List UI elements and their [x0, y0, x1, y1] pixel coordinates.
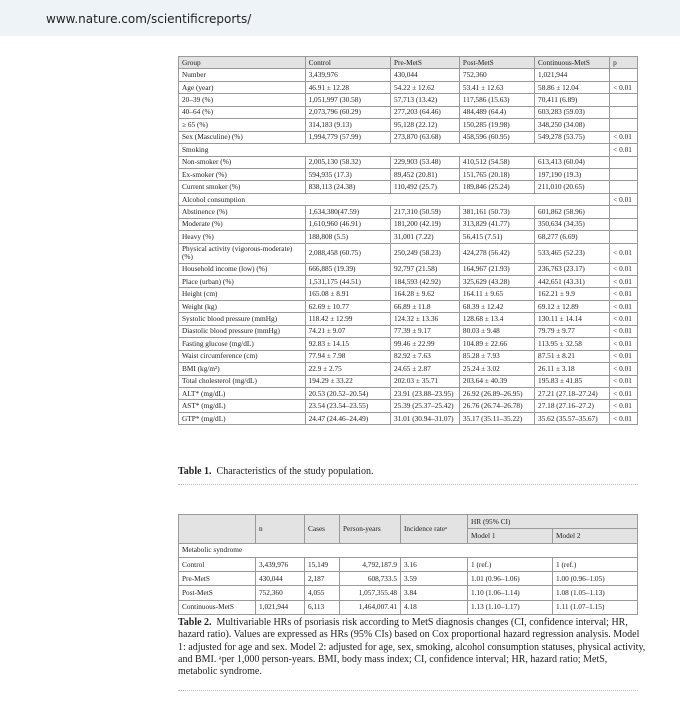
table-cell: 202.03 ± 35.71	[390, 375, 459, 387]
row-label: Pre-MetS	[179, 572, 256, 586]
table-cell: 68,277 (6.69)	[535, 231, 610, 243]
table-row	[179, 168, 638, 180]
table-cell: 4,055	[305, 586, 340, 600]
column-header: Post-MetS	[459, 57, 534, 69]
table-cell	[610, 94, 638, 106]
table-row	[179, 412, 638, 424]
column-header: Incidence rateᵃ	[401, 515, 468, 544]
table-cell: < 0.01	[610, 193, 638, 205]
table-cell: 164,967 (21.93)	[459, 263, 534, 275]
row-label: Sex (Masculine) (%)	[179, 131, 306, 143]
table-cell: < 0.01	[610, 243, 638, 263]
table-cell: 162.21 ± 9.9	[535, 288, 610, 300]
table-cell: 56,415 (7.51)	[459, 231, 534, 243]
table-cell: 15,149	[305, 557, 340, 571]
column-header: Control	[305, 57, 390, 69]
table-cell: < 0.01	[610, 313, 638, 325]
hr-table	[178, 514, 638, 615]
row-label: Diastolic blood pressure (mmHg)	[179, 325, 306, 337]
table-cell: 838,113 (24.38)	[305, 181, 390, 193]
table-cell: 1 (ref.)	[553, 557, 638, 571]
table-cell: 74.21 ± 9.07	[305, 325, 390, 337]
table-cell: 1.10 (1.06–1.14)	[468, 586, 553, 600]
table-cell: 603,283 (59.03)	[535, 106, 610, 118]
table-cell: 89,452 (20.81)	[390, 168, 459, 180]
table-cell: 46.91 ± 12.28	[305, 81, 390, 93]
row-label: Control	[179, 557, 256, 571]
row-label: Non-smoker (%)	[179, 156, 306, 168]
table-cell: < 0.01	[610, 412, 638, 424]
table-cell: < 0.01	[610, 363, 638, 375]
row-label: Waist circumference (cm)	[179, 350, 306, 362]
table-cell: 25.39 (25.37–25.42)	[390, 400, 459, 412]
table-cell: 181,200 (42.19)	[390, 218, 459, 230]
table2-caption-label: Table 2.	[178, 617, 212, 628]
table-cell: 1,021,944	[256, 600, 305, 614]
table-cell: 4,792,187.9	[340, 557, 401, 571]
table-cell: 1,610,960 (46.91)	[305, 218, 390, 230]
table-row	[179, 325, 638, 337]
table-cell: 25.24 ± 3.02	[459, 363, 534, 375]
table1-caption	[178, 466, 373, 477]
table-cell: 54.22 ± 12.62	[390, 81, 459, 93]
table-cell: 2,073,796 (60.29)	[305, 106, 390, 118]
table-cell: 62.69 ± 10.77	[305, 300, 390, 312]
section-label: Metabolic syndrome	[179, 543, 638, 557]
table-cell: 325,629 (43.28)	[459, 276, 534, 288]
table-cell: 69.12 ± 12.89	[535, 300, 610, 312]
table-row	[179, 106, 638, 118]
table-cell: 313,829 (41.77)	[459, 218, 534, 230]
row-label: Abstinence (%)	[179, 206, 306, 218]
table-cell: 66.89 ± 11.8	[390, 300, 459, 312]
table-cell: 1,634,380(47.59)	[305, 206, 390, 218]
table-cell: 2,005,130 (58.32)	[305, 156, 390, 168]
table-cell: 77.94 ± 7.98	[305, 350, 390, 362]
table-cell: 92.83 ± 14.15	[305, 338, 390, 350]
column-header: n	[256, 515, 305, 544]
table-cell: 1.01 (0.96–1.06)	[468, 572, 553, 586]
table-cell: < 0.01	[610, 144, 638, 156]
table-cell: 23.54 (23.54–23.55)	[305, 400, 390, 412]
table-cell: 350,634 (34.35)	[535, 218, 610, 230]
row-label: ≥ 65 (%)	[179, 119, 306, 131]
table-cell: 165.08 ± 8.91	[305, 288, 390, 300]
table-row	[179, 218, 638, 230]
hr-group-header: HR (95% CI)	[468, 515, 638, 529]
table1-caption-label: Table 1.	[178, 466, 212, 477]
table-cell: 608,733.5	[340, 572, 401, 586]
table-row	[179, 243, 638, 263]
row-label: Moderate (%)	[179, 218, 306, 230]
table-cell: 666,885 (19.39)	[305, 263, 390, 275]
table-cell: 484,489 (64.4)	[459, 106, 534, 118]
column-header: Model 1	[468, 529, 553, 543]
row-label: Fasting glucose (mg/dL)	[179, 338, 306, 350]
table-cell: 1.00 (0.96–1.05)	[553, 572, 638, 586]
table-cell: < 0.01	[610, 288, 638, 300]
table-cell: < 0.01	[610, 81, 638, 93]
table-cell: 99.46 ± 22.99	[390, 338, 459, 350]
table-row	[179, 313, 638, 325]
row-label: Place (urban) (%)	[179, 276, 306, 288]
table-cell: 195.83 ± 41.85	[535, 375, 610, 387]
table-cell: 118.42 ± 12.99	[305, 313, 390, 325]
column-header: Pre-MetS	[390, 57, 459, 69]
table-row	[179, 263, 638, 275]
table-row	[179, 156, 638, 168]
table-row	[179, 600, 638, 614]
table-cell: 197,190 (19.3)	[535, 168, 610, 180]
row-label: Age (year)	[179, 81, 306, 93]
table-cell: 70,411 (6.89)	[535, 94, 610, 106]
table-header-row	[179, 515, 638, 529]
table-cell: 35.17 (35.11–35.22)	[459, 412, 534, 424]
characteristics-table	[178, 56, 638, 425]
table-cell: 430,044	[256, 572, 305, 586]
table-row	[179, 543, 638, 557]
row-label: BMI (kg/m²)	[179, 363, 306, 375]
column-header: Group	[179, 57, 306, 69]
table-cell: 24.47 (24.46–24.49)	[305, 412, 390, 424]
column-header: Person-years	[340, 515, 401, 544]
table-cell: 3.16	[401, 557, 468, 571]
table-cell: 1.11 (1.07–1.15)	[553, 600, 638, 614]
table-cell: 77.39 ± 9.17	[390, 325, 459, 337]
table-row	[179, 387, 638, 399]
table1-caption-text: Characteristics of the study population.	[216, 466, 374, 477]
header-bar	[0, 0, 680, 36]
table-cell: 217,310 (50.59)	[390, 206, 459, 218]
table-cell: 1.13 (1.10–1.17)	[468, 600, 553, 614]
table-cell: 151,765 (20.18)	[459, 168, 534, 180]
table-row	[179, 69, 638, 81]
row-label: Height (cm)	[179, 288, 306, 300]
row-label: GTP* (mg/dL)	[179, 412, 306, 424]
table-cell: 203.64 ± 40.39	[459, 375, 534, 387]
table-cell: 189,846 (25.24)	[459, 181, 534, 193]
table-cell: 124.32 ± 13.36	[390, 313, 459, 325]
site-url[interactable]: www.nature.com/scientificreports/	[46, 12, 252, 26]
table-cell: 35.62 (35.57–35.67)	[535, 412, 610, 424]
table-cell: 6,113	[305, 600, 340, 614]
table-cell	[610, 156, 638, 168]
table-cell: 128.68 ± 13.4	[459, 313, 534, 325]
table-cell: 229,903 (53.48)	[390, 156, 459, 168]
table-cell: 130.11 ± 14.14	[535, 313, 610, 325]
divider	[178, 690, 638, 691]
table-cell	[610, 106, 638, 118]
table-cell: 1,021,944	[535, 69, 610, 81]
table-row	[179, 206, 638, 218]
row-label: Number	[179, 69, 306, 81]
table-cell: < 0.01	[610, 131, 638, 143]
table-cell: < 0.01	[610, 338, 638, 350]
table-cell: 594,935 (17.3)	[305, 168, 390, 180]
column-header	[179, 515, 256, 544]
row-label: Physical activity (vigorous-moderate) (%)	[179, 243, 306, 263]
table-cell	[610, 119, 638, 131]
table-cell: 1 (ref.)	[468, 557, 553, 571]
table-cell: < 0.01	[610, 325, 638, 337]
table-cell: 85.28 ± 7.93	[459, 350, 534, 362]
table-cell: < 0.01	[610, 263, 638, 275]
table-cell: 250,249 (58.23)	[390, 243, 459, 263]
table-row	[179, 400, 638, 412]
row-label: ALT* (mg/dL)	[179, 387, 306, 399]
table2-caption-text: Multivariable HRs of psoriasis risk according to MetS diagnosis changes (CI, confidence interval; HR, hazard ratio). Values are expressed as HRs (95% CIs) based on Cox proportional hazard regression analysis. Model 1: adjusted for age and sex. Model 2: adjusted for age, sex, smoking, alcohol consumption statuses, physical activity, and BMI. ᵃper 1,000 person-years. BMI, body mass index; CI, confidence interval; HR, hazard ratio; MetS, metabolic syndrome.	[178, 617, 646, 678]
table-cell: 53.41 ± 12.63	[459, 81, 534, 93]
row-label: Heavy (%)	[179, 231, 306, 243]
row-label: Systolic blood pressure (mmHg)	[179, 313, 306, 325]
table-cell	[610, 231, 638, 243]
column-header: Cases	[305, 515, 340, 544]
table-cell: 117,586 (15.63)	[459, 94, 534, 106]
table-cell: 442,651 (43.31)	[535, 276, 610, 288]
table-cell: < 0.01	[610, 375, 638, 387]
table-cell: 273,870 (63.68)	[390, 131, 459, 143]
table-cell: 26.92 (26.89–26.95)	[459, 387, 534, 399]
table-cell: 601,862 (58.96)	[535, 206, 610, 218]
table-cell: 613,413 (60.04)	[535, 156, 610, 168]
table-cell: 164.11 ± 9.65	[459, 288, 534, 300]
table-cell: 27.21 (27.18–27.24)	[535, 387, 610, 399]
table-cell: 752,360	[459, 69, 534, 81]
table-row	[179, 181, 638, 193]
table-cell: 95,128 (22.12)	[390, 119, 459, 131]
table-cell: 2,088,458 (60.75)	[305, 243, 390, 263]
table-cell: 24.65 ± 2.87	[390, 363, 459, 375]
row-label: Post-MetS	[179, 586, 256, 600]
table-cell: 150,285 (19.98)	[459, 119, 534, 131]
table-cell: 314,183 (9.13)	[305, 119, 390, 131]
table-cell: 104.89 ± 22.66	[459, 338, 534, 350]
table-cell: 1,994,779 (57.99)	[305, 131, 390, 143]
table-cell: 549,278 (53.75)	[535, 131, 610, 143]
table-cell: 430,044	[390, 69, 459, 81]
table-cell: 458,596 (60.95)	[459, 131, 534, 143]
table-cell: 188,808 (5.5)	[305, 231, 390, 243]
table-row	[179, 193, 638, 205]
table-cell: 424,278 (56.42)	[459, 243, 534, 263]
table-cell: 80.03 ± 9.48	[459, 325, 534, 337]
table-cell: 87.51 ± 8.21	[535, 350, 610, 362]
table-row	[179, 338, 638, 350]
table-cell: 2,187	[305, 572, 340, 586]
table-row	[179, 131, 638, 143]
table-row	[179, 350, 638, 362]
table-row	[179, 288, 638, 300]
table-cell: 27.18 (27.16–27.2)	[535, 400, 610, 412]
table-row	[179, 363, 638, 375]
table-cell: 3.84	[401, 586, 468, 600]
table-cell	[610, 168, 638, 180]
table-cell: 236,763 (23.17)	[535, 263, 610, 275]
table-cell: 68.39 ± 12.42	[459, 300, 534, 312]
row-label: Alcohol consumption	[179, 193, 610, 205]
table-cell: 348,250 (34.08)	[535, 119, 610, 131]
table-row	[179, 572, 638, 586]
table-cell: 4.18	[401, 600, 468, 614]
table-cell: 410,512 (54.58)	[459, 156, 534, 168]
table-cell: 3,439,976	[256, 557, 305, 571]
table-cell: 79.79 ± 9.77	[535, 325, 610, 337]
table-cell: 31,001 (7.22)	[390, 231, 459, 243]
table-cell: 164.28 ± 9.62	[390, 288, 459, 300]
table-cell: 1,531,175 (44.51)	[305, 276, 390, 288]
table-cell: 26.11 ± 3.18	[535, 363, 610, 375]
column-header: Model 2	[553, 529, 638, 543]
row-label: Continuous-MetS	[179, 600, 256, 614]
table-cell	[610, 181, 638, 193]
table-cell: 184,593 (42.92)	[390, 276, 459, 288]
table-cell	[610, 218, 638, 230]
column-header: p	[610, 57, 638, 69]
row-label: 20–39 (%)	[179, 94, 306, 106]
table-row	[179, 144, 638, 156]
table-cell: 113.95 ± 32.58	[535, 338, 610, 350]
divider	[178, 484, 638, 485]
row-label: Smoking	[179, 144, 610, 156]
table-cell: 1,057,355.48	[340, 586, 401, 600]
table-cell: 752,360	[256, 586, 305, 600]
table-row	[179, 231, 638, 243]
table-row	[179, 81, 638, 93]
table-cell: 3.59	[401, 572, 468, 586]
row-label: Household income (low) (%)	[179, 263, 306, 275]
table-cell	[610, 69, 638, 81]
table-cell: 1.08 (1.05–1.13)	[553, 586, 638, 600]
table-row	[179, 375, 638, 387]
row-label: Weight (kg)	[179, 300, 306, 312]
table-row	[179, 94, 638, 106]
table-row	[179, 300, 638, 312]
table-cell: 3,439,976	[305, 69, 390, 81]
table-cell	[610, 206, 638, 218]
table-cell: 26.76 (26.74–26.78)	[459, 400, 534, 412]
row-label: Current smoker (%)	[179, 181, 306, 193]
row-label: AST* (mg/dL)	[179, 400, 306, 412]
table-cell: 211,010 (20.65)	[535, 181, 610, 193]
table-cell: < 0.01	[610, 387, 638, 399]
table-cell: 22.9 ± 2.75	[305, 363, 390, 375]
table2-caption	[178, 617, 648, 678]
table-cell: 58.86 ± 12.04	[535, 81, 610, 93]
table-cell: < 0.01	[610, 276, 638, 288]
table-cell: 31.01 (30.94–31.07)	[390, 412, 459, 424]
table-cell: 533,465 (52.23)	[535, 243, 610, 263]
table-row	[179, 557, 638, 571]
table-cell: 57,713 (13.42)	[390, 94, 459, 106]
column-header: Continuous-MetS	[535, 57, 610, 69]
table-cell: 194.29 ± 33.22	[305, 375, 390, 387]
table-cell: 92,797 (21.58)	[390, 263, 459, 275]
table-header-row	[179, 57, 638, 69]
row-label: 40–64 (%)	[179, 106, 306, 118]
table-cell: 110,492 (25.7)	[390, 181, 459, 193]
table-row	[179, 119, 638, 131]
table-cell: 82.92 ± 7.63	[390, 350, 459, 362]
table-cell: 20.53 (20.52–20.54)	[305, 387, 390, 399]
row-label: Ex-smoker (%)	[179, 168, 306, 180]
table-cell: 1,464,007.41	[340, 600, 401, 614]
table-cell: 23.91 (23.88–23.95)	[390, 387, 459, 399]
table-row	[179, 586, 638, 600]
table-cell: < 0.01	[610, 300, 638, 312]
table-cell: 381,161 (50.73)	[459, 206, 534, 218]
table-row	[179, 276, 638, 288]
row-label: Total cholesterol (mg/dL)	[179, 375, 306, 387]
table-cell: 277,203 (64.46)	[390, 106, 459, 118]
table-cell: < 0.01	[610, 400, 638, 412]
table-cell: < 0.01	[610, 350, 638, 362]
table-cell: 1,051,997 (30.58)	[305, 94, 390, 106]
